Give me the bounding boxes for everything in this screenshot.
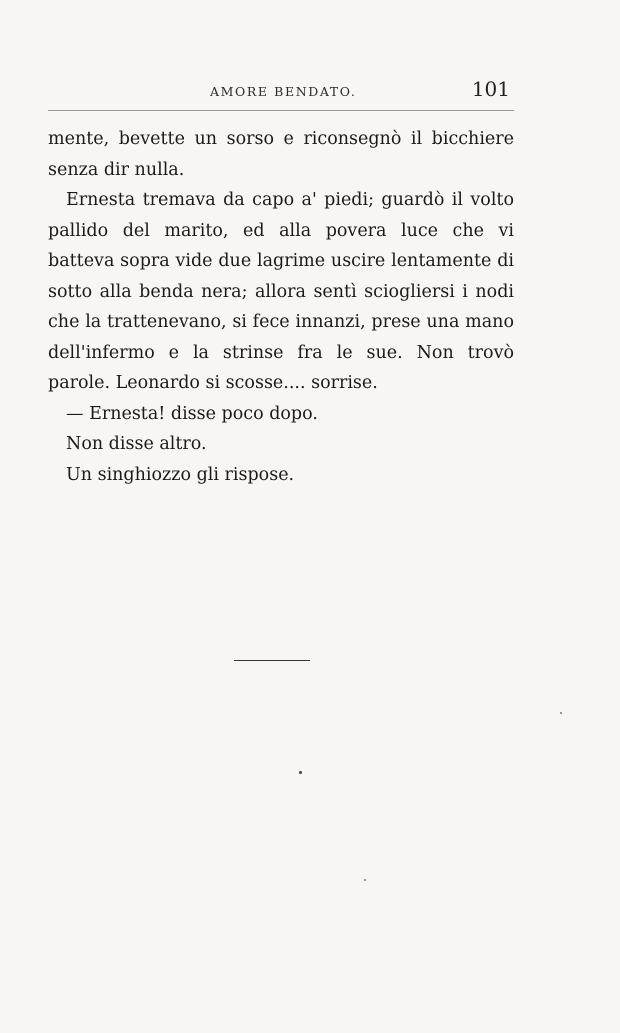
paper-speck (299, 771, 302, 774)
chapter-end-rule (234, 660, 310, 661)
paragraph-non-disse: Non disse altro. (66, 434, 207, 454)
header-rule (48, 110, 514, 111)
paragraph-continuation: mente, bevette un sorso e riconsegnò il bicchiere senza dir nulla. (48, 129, 514, 180)
running-title: AMORE BENDATO. (210, 84, 357, 99)
paper-speck (560, 712, 562, 714)
paper-speck (364, 879, 366, 881)
paragraph-dialogue: — Ernesta! disse poco dopo. (66, 403, 318, 424)
page-number: 101 (471, 77, 510, 101)
paragraph-singhiozzo: Un singhiozzo gli rispose. (66, 464, 295, 485)
paragraph-ernesta: Ernesta tremava da capo a' piedi; guardò il volto pallido del marito, ed alla povera luce che vi batteva sopra vide due lagrime uscire lentamente di sotto alla benda nera; allora sentì sciogliersi i nodi che la trattenevano, si fece innanzi, prese una mano dell'infermo e la strinse fra le sue. Non trovò parole. Leonardo si scosse.... sorrise. (48, 190, 514, 393)
body-text (48, 124, 514, 490)
running-head (48, 76, 514, 112)
